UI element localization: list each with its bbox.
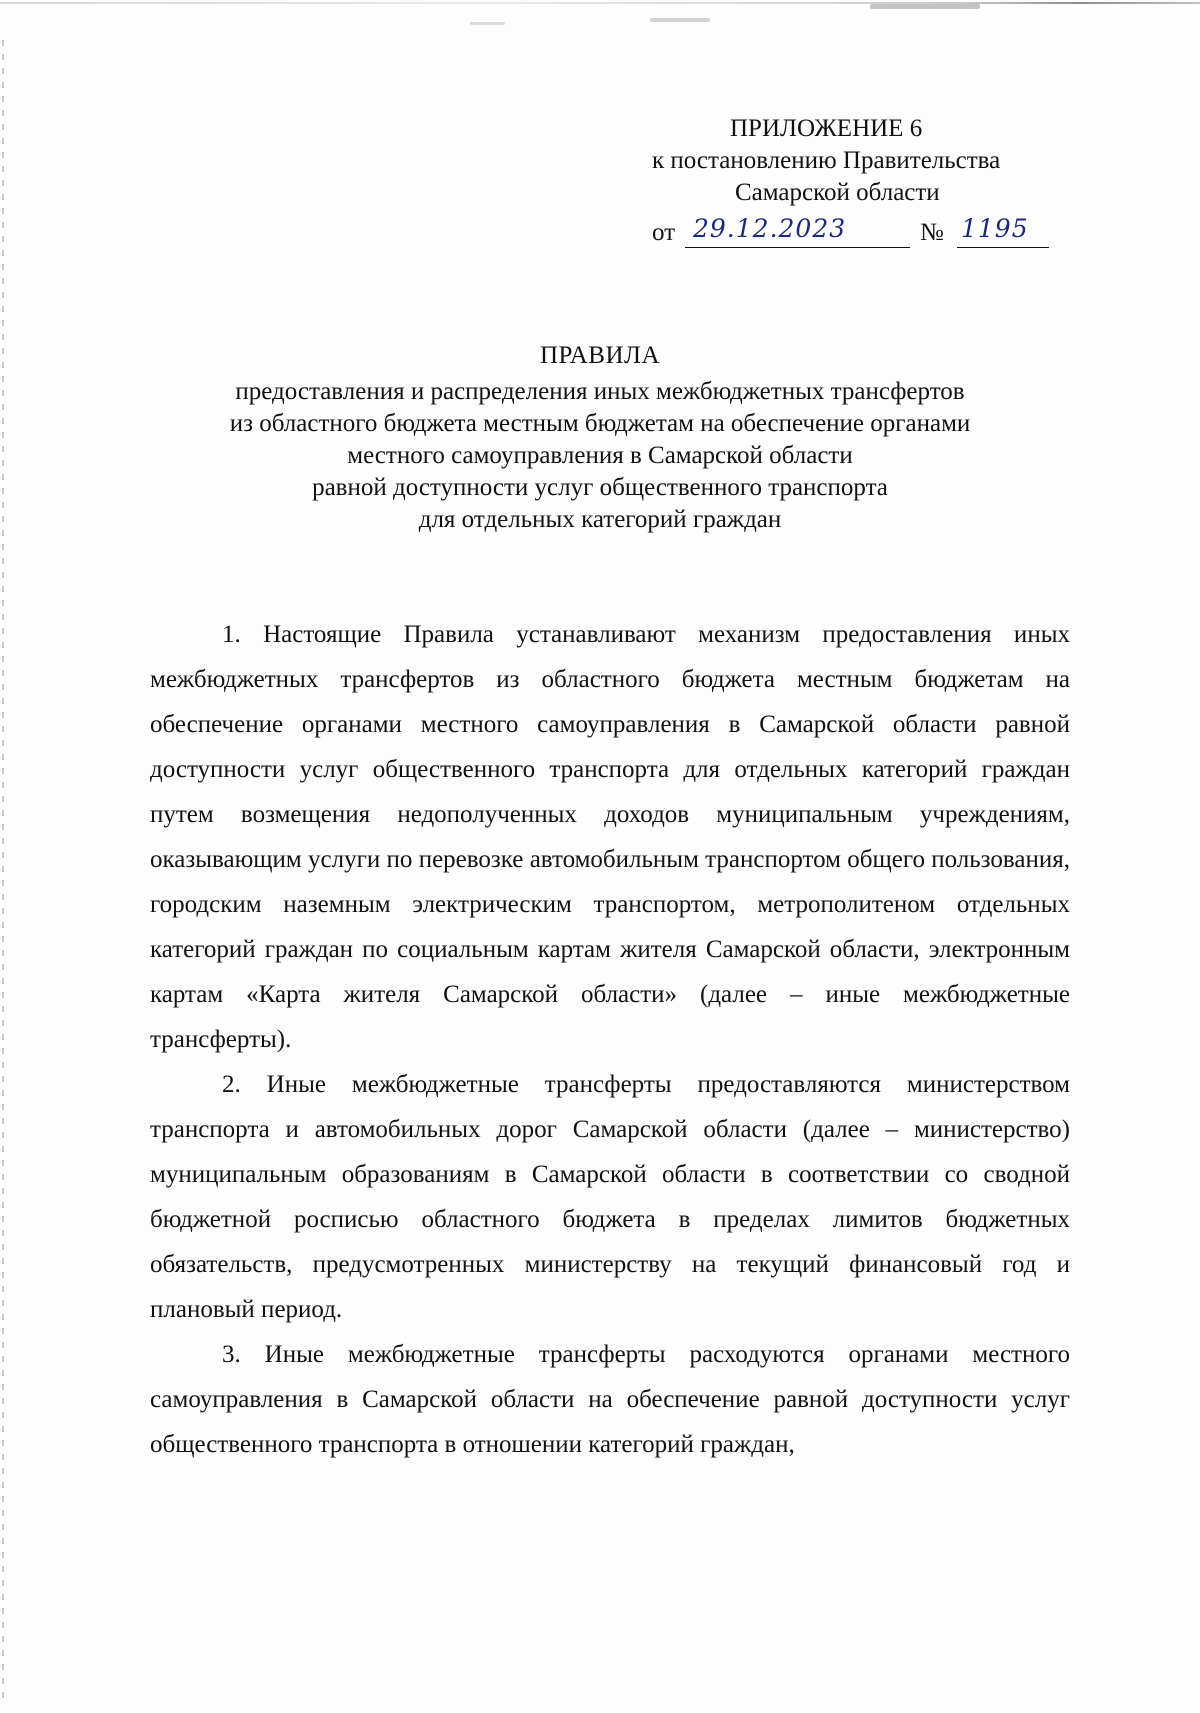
number-prefix: № [920, 219, 944, 246]
document-title [100, 340, 1100, 536]
paragraph-3: 3. Иные межбюджетные трансферты расходуются органами местного самоуправления в Самарской области на обеспечение равной доступности услуг общественного транспорта в отношении категорий граждан, [150, 1341, 1070, 1458]
handwritten-date: 29.12.2023 [693, 214, 847, 243]
scan-smudge [870, 4, 980, 9]
region-name: Самарской области [735, 179, 940, 206]
date-number-line [600, 213, 1050, 253]
document-body [150, 612, 1070, 1467]
paragraph-1: 1. Настоящие Правила устанавливают механизм предоставления иных межбюджетных трансфертов из областного бюджета местным бюджетам на обеспечение органами местного самоуправления в Самарской области равной доступности услуг общественного транспорта для отдельных категорий граждан путем возмещения недополученных доходов муниципальным учреждениям, оказывающим услуги по перевозке автомобильным транспортом общего пользования, городским наземным электрическим транспортом, метрополитеном отдельных категорий граждан по социальным картам жителя Самарской области, электронным картам «Карта жителя Самарской области» (далее – иные межбюджетные трансферты). [150, 621, 1070, 1053]
scan-left-edge [2, 40, 4, 1700]
title-line: предоставления и распределения иных межбюджетных трансфертов [235, 378, 965, 405]
number-field [957, 213, 1049, 248]
title-main: ПРАВИЛА [539, 342, 661, 369]
scan-top-edge [0, 2, 1200, 4]
date-prefix: от [652, 219, 676, 246]
title-line: местного самоуправления в Самарской области [347, 442, 853, 469]
handwritten-number: 1195 [961, 214, 1029, 243]
appendix-label: ПРИЛОЖЕНИЕ 6 [730, 115, 923, 142]
scan-smudge [470, 22, 505, 25]
title-line: равной доступности услуг общественного транспорта [312, 474, 888, 501]
scan-smudge [650, 18, 710, 22]
paragraph-2: 2. Иные межбюджетные трансферты предоставляются министерством транспорта и автомобильных дорог Самарской области (далее – министерство) муниципальным образованиям в Самарской области в соответствии со сводной бюджетной росписью областного бюджета в пределах лимитов бюджетных обязательств, предусмотренных министерству на текущий финансовый год и плановый период. [150, 1071, 1070, 1323]
title-line: для отдельных категорий граждан [418, 506, 782, 533]
date-field [685, 213, 910, 248]
resolution-reference: к постановлению Правительства [652, 147, 1001, 174]
title-line: из областного бюджета местным бюджетам на обеспечение органами [229, 410, 971, 437]
appendix-header [600, 113, 1050, 253]
